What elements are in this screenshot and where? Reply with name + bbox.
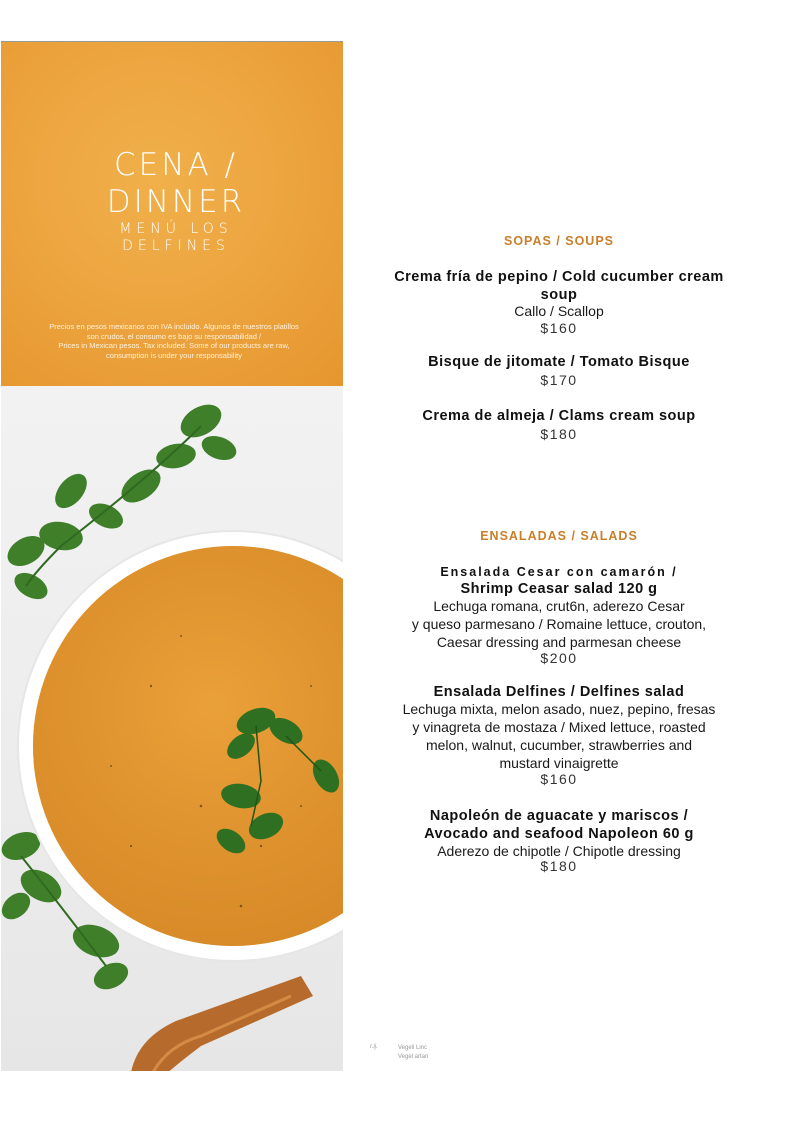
menu-item-description: y vinagreta de mostaza / Mixed lettuce, roasted: [412, 719, 706, 735]
menu-item-name: soup: [540, 287, 578, 303]
menu-item-description: mustard vinaigrette: [499, 755, 619, 771]
banner-header: [1, 41, 343, 386]
banner-panel: [1, 41, 343, 1071]
menu-item-name: Ensalada Delfines / Delfines salad: [433, 684, 685, 700]
salads-section-title: ENSALADAS / SALADS: [480, 529, 638, 543]
menu-item-description: Lechuga romana, crut6n, aderezo Cesar: [433, 598, 685, 614]
menu-item-name: Napoleón de aguacate y mariscos /: [429, 808, 689, 824]
price-disclaimer: [19, 322, 329, 360]
soup-bowl-illustration: [1, 386, 343, 1071]
soups-section-title: SOPAS / SOUPS: [503, 234, 614, 248]
banner-subtitle-line-2: DELFINES: [122, 238, 230, 254]
menu-item-price: $180: [540, 426, 578, 442]
menu-item-description: melon, walnut, cucumber, strawberries and: [425, 737, 693, 753]
disclaimer-line: Prices in Mexican pesos. Tax included. Some of our products are raw,: [58, 341, 290, 350]
menu-item-price: $160: [540, 320, 578, 336]
logo-subtext: Vegel artan: [398, 1054, 429, 1060]
menu-item-description: Callo / Scallop: [514, 303, 604, 319]
menu-item-name: Bisque de jitomate / Tomato Bisque: [428, 354, 690, 370]
menu-item-price: $160: [540, 771, 578, 787]
banner-subtitle-line-1: MENÚ LOS: [119, 221, 233, 237]
menu-item-description: Caesar dressing and parmesan cheese: [436, 634, 682, 650]
menu-item-price: $200: [540, 650, 578, 666]
menu-item-name: Shrimp Ceasar salad 120 g: [460, 581, 658, 597]
menu-item-price: $180: [540, 858, 578, 874]
logo-mark: r.ij.: [370, 1044, 378, 1050]
disclaimer-line: son crudos, el consumo es bajo su responsabilidad /: [86, 331, 262, 341]
menu-item-description: Lechuga mixta, melon asado, nuez, pepino, fresas: [402, 701, 716, 717]
menu-item-description: Aderezo de chipotle / Chipotle dressing: [437, 843, 681, 859]
top-rule: [1, 41, 343, 42]
menu-item-name: Ensalada Cesar con camarón /: [440, 565, 678, 579]
disclaimer-line: consumption is under your responsability: [106, 350, 242, 360]
footer-logo: [370, 1042, 460, 1064]
banner-title-line-2: DINNER: [106, 184, 246, 220]
menu-item-description: y queso parmesano / Romaine lettuce, crouton,: [411, 616, 707, 632]
menu-item-price: $170: [540, 372, 578, 388]
menu-item-name: Avocado and seafood Napoleon 60 g: [424, 826, 694, 842]
banner-title-line-1: CENA /: [114, 147, 238, 183]
logo-text: Vegeli Linc: [398, 1045, 428, 1051]
disclaimer-line: Precios en pesos mexicanos con IVA incluido. Algunos de nuestros platillos: [49, 322, 299, 331]
menu-item-name: Crema de almeja / Clams cream soup: [422, 408, 696, 424]
menu-item-name: Crema fría de pepino / Cold cucumber cream: [394, 269, 724, 285]
soup-photo: [1, 386, 343, 1071]
